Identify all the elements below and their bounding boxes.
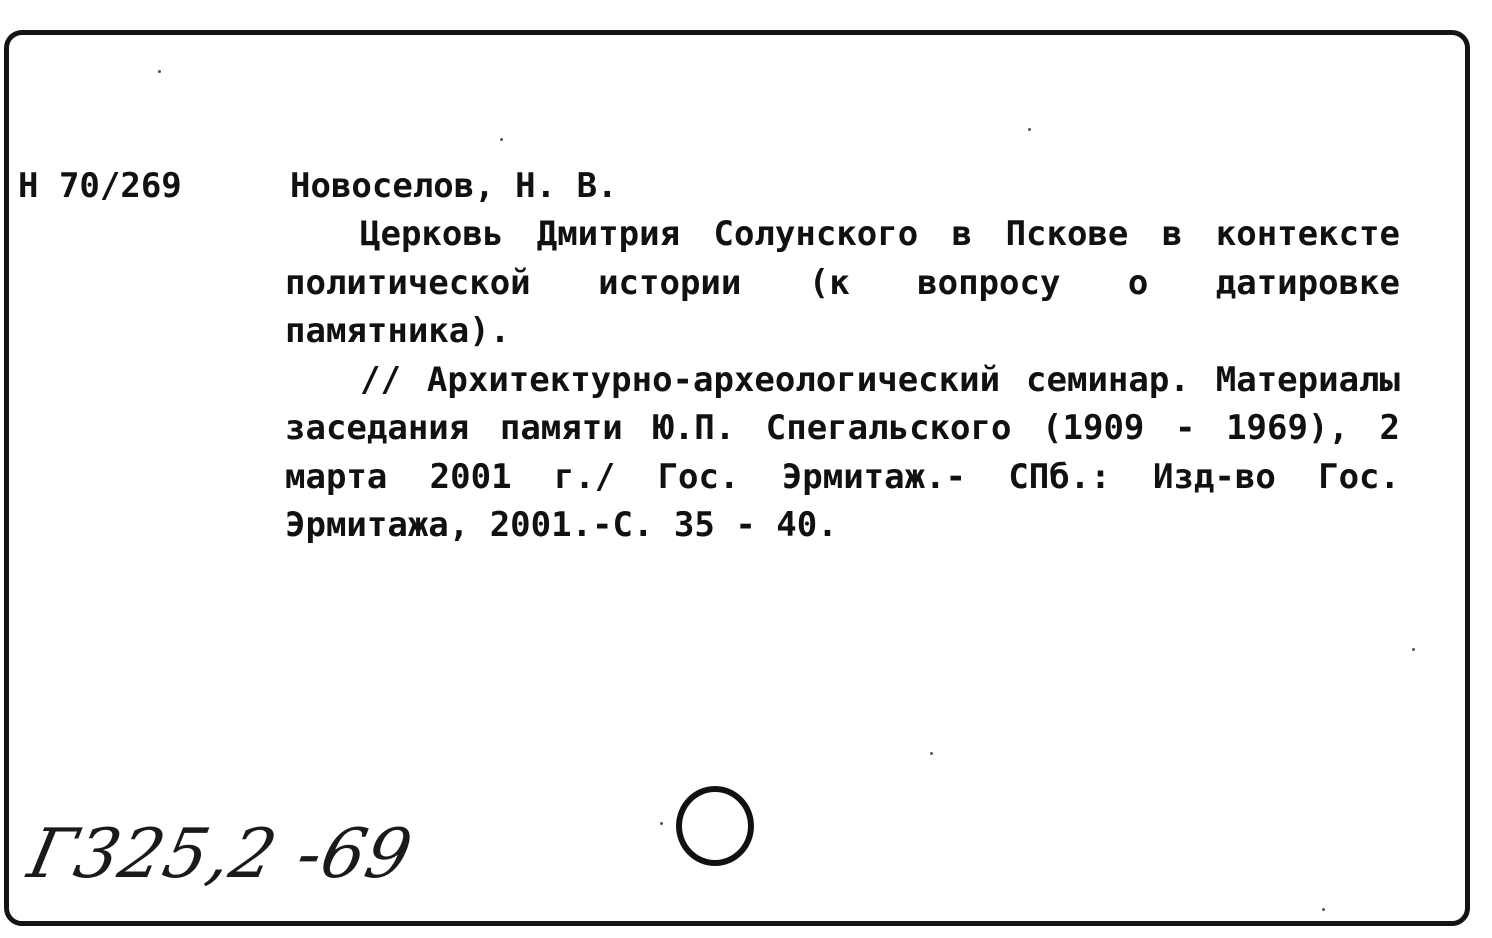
dust-speck [930, 752, 933, 755]
dust-speck [500, 138, 503, 141]
dust-speck [158, 70, 161, 73]
work-title: Церковь Дмитрия Солунского в Пскове в контексте политической истории (к вопросу о датировке памятника). [285, 214, 1400, 351]
source-citation: // Архитектурно-археологический семинар. Материалы заседания памяти Ю.П. Спегальского (1909 - 1969), 2 марта 2001 г./ Гос. Эрмитаж.- СПб.: Изд-во Гос. Эрмитажа, 2001.-С. 35 - 40. [285, 359, 1400, 545]
author-name: Новоселов, Н. В. [290, 166, 618, 206]
dust-speck [1322, 908, 1325, 911]
bibliographic-description [285, 210, 1400, 550]
dust-speck [660, 822, 663, 825]
handwritten-classification-code: Г325,2 -69 [21, 815, 420, 894]
dust-speck [1028, 128, 1031, 131]
shelfmark: Н 70/269 [18, 166, 182, 206]
dust-speck [1412, 648, 1415, 651]
punch-hole [676, 786, 754, 866]
